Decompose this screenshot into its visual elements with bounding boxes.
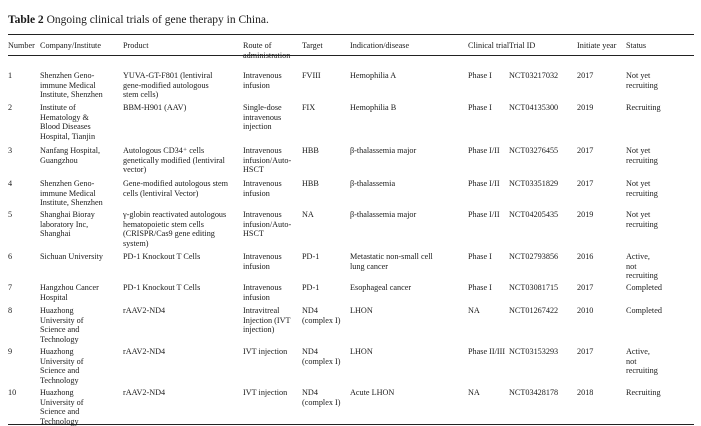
cell-target bbox=[302, 179, 319, 189]
cell-trial_id bbox=[509, 103, 558, 113]
cell-trial_id bbox=[509, 388, 558, 398]
cell-number bbox=[8, 146, 12, 156]
cell-route-line: infusion bbox=[243, 292, 270, 302]
cell-company-line: immune Medical bbox=[40, 188, 96, 198]
cell-year-line: 2010 bbox=[577, 306, 594, 315]
cell-company-line: laboratory Inc, bbox=[40, 219, 89, 229]
cell-product-line: rAAV2-ND4 bbox=[123, 388, 166, 397]
cell-indication bbox=[350, 71, 396, 81]
header-phase-line: Clinical trial bbox=[468, 41, 510, 50]
cell-product-line: genetically modified (lentiviral bbox=[123, 155, 225, 165]
cell-year bbox=[577, 146, 593, 156]
cell-product-line: (CRISPR/Cas9 gene editing bbox=[123, 229, 215, 239]
cell-target-line: PD-1 bbox=[302, 252, 320, 261]
cell-year bbox=[577, 103, 593, 113]
cell-phase-line: Phase I/II bbox=[468, 210, 500, 219]
cell-route bbox=[243, 71, 282, 90]
header-year bbox=[577, 41, 616, 51]
cell-company bbox=[40, 347, 83, 385]
cell-status-line: recruiting bbox=[626, 80, 658, 90]
cell-year bbox=[577, 306, 593, 316]
table-title: Ongoing clinical trials of gene therapy in China. bbox=[46, 14, 269, 26]
cell-target bbox=[302, 210, 314, 220]
cell-phase bbox=[468, 283, 492, 293]
cell-status-line: recruiting bbox=[626, 155, 658, 165]
header-product-line: Product bbox=[123, 41, 149, 50]
cell-number-line: 4 bbox=[8, 179, 13, 188]
cell-target bbox=[302, 283, 319, 293]
cell-product-line: gene-modified autologous bbox=[123, 80, 209, 90]
header-target-line: Target bbox=[302, 41, 323, 50]
cell-route-line: Intravenous bbox=[243, 146, 282, 155]
table-bottom-rule bbox=[8, 424, 694, 425]
cell-company-line: Guangzhou bbox=[40, 155, 78, 165]
cell-number-line: 1 bbox=[8, 71, 13, 80]
cell-year bbox=[577, 179, 593, 189]
header-number bbox=[8, 41, 35, 51]
cell-route-line: intravenous bbox=[243, 112, 282, 122]
table-header-rule bbox=[8, 55, 694, 56]
cell-route-line: Injection (IVT bbox=[243, 315, 291, 325]
cell-phase bbox=[468, 103, 492, 113]
cell-status-line: recruiting bbox=[626, 271, 658, 281]
cell-product bbox=[123, 71, 212, 100]
cell-route bbox=[243, 347, 287, 357]
cell-route bbox=[243, 388, 287, 398]
cell-number bbox=[8, 283, 12, 293]
cell-year-line: 2017 bbox=[577, 283, 594, 292]
cell-route bbox=[243, 283, 282, 302]
cell-year bbox=[577, 210, 593, 220]
cell-indication-line: Acute LHON bbox=[350, 388, 395, 397]
cell-target bbox=[302, 71, 321, 81]
header-trial_id bbox=[509, 41, 535, 51]
cell-route-line: injection) bbox=[243, 325, 275, 335]
cell-year-line: 2019 bbox=[577, 210, 594, 219]
cell-status-line: Not yet bbox=[626, 210, 651, 219]
cell-product-line: system) bbox=[123, 238, 149, 248]
cell-target-line: HBB bbox=[302, 146, 319, 155]
cell-company bbox=[40, 306, 83, 344]
cell-trial_id-line: NCT02793856 bbox=[509, 252, 559, 261]
cell-route-line: IVT injection bbox=[243, 347, 288, 356]
cell-phase-line: Phase I/II bbox=[468, 179, 500, 188]
cell-route-line: injection bbox=[243, 122, 272, 132]
cell-status-line: Recruiting bbox=[626, 388, 661, 397]
cell-number bbox=[8, 306, 12, 316]
cell-trial_id bbox=[509, 71, 558, 81]
cell-status bbox=[626, 179, 658, 198]
cell-product bbox=[123, 283, 200, 293]
cell-route-line: Intravenous bbox=[243, 210, 282, 219]
cell-number bbox=[8, 347, 12, 357]
cell-status bbox=[626, 283, 662, 293]
cell-trial_id bbox=[509, 252, 558, 262]
cell-status-line: recruiting bbox=[626, 188, 658, 198]
cell-company-line: Science and bbox=[40, 325, 80, 335]
cell-product-line: rAAV2-ND4 bbox=[123, 347, 166, 356]
cell-trial_id bbox=[509, 210, 558, 220]
cell-company-line: University of bbox=[40, 315, 84, 325]
cell-status-line: Active, bbox=[626, 347, 650, 356]
cell-target bbox=[302, 388, 340, 407]
cell-route bbox=[243, 306, 291, 335]
cell-year bbox=[577, 252, 593, 262]
cell-indication bbox=[350, 252, 433, 271]
cell-phase-line: Phase I bbox=[468, 103, 492, 112]
cell-year-line: 2017 bbox=[577, 179, 594, 188]
cell-company-line: Nanfang Hospital, bbox=[40, 146, 101, 155]
cell-year-line: 2018 bbox=[577, 388, 594, 397]
cell-company-line: University of bbox=[40, 356, 84, 366]
cell-company-line: Technology bbox=[40, 334, 79, 344]
cell-trial_id-line: NCT03217032 bbox=[509, 71, 559, 80]
cell-target-line: FIX bbox=[302, 103, 316, 112]
cell-company bbox=[40, 179, 103, 208]
cell-trial_id-line: NCT03428178 bbox=[509, 388, 559, 397]
cell-indication-line: Hemophilia A bbox=[350, 71, 397, 80]
cell-company-line: Blood Diseases bbox=[40, 122, 91, 132]
cell-year-line: 2017 bbox=[577, 71, 594, 80]
cell-company-line: Hospital, Tianjin bbox=[40, 131, 96, 141]
cell-company bbox=[40, 283, 99, 302]
cell-target-line: ND4 bbox=[302, 306, 318, 315]
cell-indication bbox=[350, 210, 416, 220]
cell-trial_id-line: NCT03276455 bbox=[509, 146, 559, 155]
cell-product-line: Autologous CD34⁺ cells bbox=[123, 146, 205, 155]
cell-route-line: infusion/Auto- bbox=[243, 155, 292, 165]
cell-product-line: stem cells) bbox=[123, 90, 159, 100]
header-year-line: Initiate year bbox=[577, 41, 617, 50]
cell-route bbox=[243, 210, 291, 239]
cell-company bbox=[40, 146, 100, 165]
cell-indication bbox=[350, 347, 373, 357]
cell-indication bbox=[350, 179, 395, 189]
cell-company-line: Huazhong bbox=[40, 306, 74, 315]
cell-number-line: 7 bbox=[8, 283, 13, 292]
cell-company-line: Huazhong bbox=[40, 347, 74, 356]
cell-year bbox=[577, 388, 593, 398]
cell-status-line: Not yet bbox=[626, 146, 651, 155]
cell-company bbox=[40, 388, 83, 426]
cell-phase bbox=[468, 146, 500, 156]
cell-trial_id-line: NCT03153293 bbox=[509, 347, 559, 356]
cell-product-line: BBM-H901 (AAV) bbox=[123, 103, 187, 112]
header-target bbox=[302, 41, 323, 51]
cell-company bbox=[40, 252, 103, 262]
cell-route-line: infusion bbox=[243, 80, 270, 90]
cell-product bbox=[123, 306, 165, 316]
cell-phase bbox=[468, 306, 480, 316]
header-product bbox=[123, 41, 148, 51]
cell-phase bbox=[468, 210, 500, 220]
cell-status-line: recruiting bbox=[626, 366, 658, 376]
header-phase bbox=[468, 41, 509, 51]
cell-product bbox=[123, 252, 200, 262]
cell-status-line: Not yet bbox=[626, 71, 651, 80]
cell-indication-line: β-thalassemia major bbox=[350, 210, 417, 219]
cell-company-line: University of bbox=[40, 397, 84, 407]
cell-status bbox=[626, 210, 658, 229]
cell-product-line: vector) bbox=[123, 165, 147, 175]
cell-status bbox=[626, 347, 658, 376]
table-top-rule bbox=[8, 34, 694, 35]
cell-target-line: (complex I) bbox=[302, 397, 341, 407]
header-route bbox=[243, 41, 290, 60]
cell-status-line: not bbox=[626, 356, 637, 366]
cell-indication-line: β-thalassemia bbox=[350, 179, 396, 188]
cell-year-line: 2017 bbox=[577, 146, 594, 155]
cell-product-line: γ-globin reactivated autologous bbox=[123, 210, 227, 219]
cell-phase bbox=[468, 252, 492, 262]
cell-year bbox=[577, 347, 593, 357]
cell-status-line: Completed bbox=[626, 306, 662, 315]
cell-route-line: Intravenous bbox=[243, 252, 282, 261]
cell-company-line: Hospital bbox=[40, 292, 68, 302]
cell-status bbox=[626, 103, 661, 113]
cell-number bbox=[8, 103, 12, 113]
cell-number-line: 8 bbox=[8, 306, 13, 315]
cell-phase-line: NA bbox=[468, 306, 480, 315]
cell-number-line: 3 bbox=[8, 146, 13, 155]
cell-target-line: FVIII bbox=[302, 71, 321, 80]
cell-company bbox=[40, 210, 95, 239]
cell-target-line: ND4 bbox=[302, 388, 318, 397]
cell-indication-line: β-thalassemia major bbox=[350, 146, 417, 155]
cell-route-line: IVT injection bbox=[243, 388, 288, 397]
cell-target bbox=[302, 252, 319, 262]
cell-status bbox=[626, 146, 658, 165]
header-trial_id-line: Trial ID bbox=[509, 41, 536, 50]
cell-route bbox=[243, 146, 291, 175]
cell-company-line: Technology bbox=[40, 416, 79, 426]
cell-company-line: Science and bbox=[40, 407, 80, 417]
cell-status bbox=[626, 388, 661, 398]
cell-status bbox=[626, 252, 658, 281]
cell-product-line: PD-1 Knockout T Cells bbox=[123, 252, 201, 261]
cell-company-line: Institute of bbox=[40, 103, 76, 112]
header-status-line: Status bbox=[626, 41, 647, 50]
cell-indication-line: LHON bbox=[350, 347, 373, 356]
cell-phase-line: Phase I bbox=[468, 283, 492, 292]
cell-number-line: 10 bbox=[8, 388, 17, 397]
cell-number bbox=[8, 179, 12, 189]
cell-number-line: 6 bbox=[8, 252, 13, 261]
cell-product bbox=[123, 347, 165, 357]
cell-route-line: infusion bbox=[243, 261, 270, 271]
cell-product bbox=[123, 210, 226, 248]
cell-number-line: 5 bbox=[8, 210, 13, 219]
cell-phase-line: NA bbox=[468, 388, 480, 397]
cell-trial_id-line: NCT01267422 bbox=[509, 306, 559, 315]
cell-trial_id bbox=[509, 179, 558, 189]
cell-status-line: recruiting bbox=[626, 219, 658, 229]
cell-company-line: Hematology & bbox=[40, 112, 89, 122]
cell-route-line: HSCT bbox=[243, 229, 264, 239]
cell-target-line: PD-1 bbox=[302, 283, 320, 292]
cell-route bbox=[243, 179, 282, 198]
cell-route-line: infusion/Auto- bbox=[243, 219, 292, 229]
cell-target-line: (complex I) bbox=[302, 315, 341, 325]
cell-product-line: hematopoietic stem cells bbox=[123, 219, 204, 229]
cell-target bbox=[302, 146, 319, 156]
header-indication bbox=[350, 41, 409, 51]
cell-indication-line: Hemophilia B bbox=[350, 103, 397, 112]
cell-status-line: Not yet bbox=[626, 179, 651, 188]
cell-phase bbox=[468, 347, 505, 357]
cell-indication-line: lung cancer bbox=[350, 261, 388, 271]
cell-company bbox=[40, 71, 103, 100]
header-status bbox=[626, 41, 646, 51]
cell-route-line: Intravenous bbox=[243, 71, 282, 80]
cell-trial_id bbox=[509, 283, 558, 293]
cell-number-line: 9 bbox=[8, 347, 13, 356]
header-company-line: Company/Institute bbox=[40, 41, 101, 50]
cell-company-line: Hangzhou Cancer bbox=[40, 283, 99, 292]
table-caption bbox=[8, 14, 269, 26]
cell-route-line: Intravitreal bbox=[243, 306, 280, 315]
cell-product bbox=[123, 103, 186, 113]
cell-indication bbox=[350, 146, 416, 156]
header-indication-line: Indication/disease bbox=[350, 41, 410, 50]
cell-status-line: Active, bbox=[626, 252, 650, 261]
cell-company-line: Huazhong bbox=[40, 388, 74, 397]
cell-phase-line: Phase I bbox=[468, 252, 492, 261]
cell-status bbox=[626, 306, 662, 316]
cell-target-line: (complex I) bbox=[302, 356, 341, 366]
header-route-line: Route of bbox=[243, 41, 272, 50]
cell-indication-line: LHON bbox=[350, 306, 373, 315]
cell-target bbox=[302, 306, 340, 325]
cell-route-line: Intravenous bbox=[243, 283, 282, 292]
cell-number bbox=[8, 252, 12, 262]
cell-target bbox=[302, 103, 315, 113]
cell-trial_id bbox=[509, 146, 558, 156]
cell-number-line: 2 bbox=[8, 103, 13, 112]
cell-product-line: Gene-modified autologous stem bbox=[123, 179, 229, 188]
cell-year bbox=[577, 283, 593, 293]
cell-indication bbox=[350, 103, 396, 113]
cell-trial_id bbox=[509, 347, 558, 357]
cell-year-line: 2017 bbox=[577, 347, 594, 356]
cell-product-line: rAAV2-ND4 bbox=[123, 306, 166, 315]
header-company bbox=[40, 41, 101, 51]
cell-target bbox=[302, 347, 340, 366]
cell-year-line: 2016 bbox=[577, 252, 594, 261]
cell-product bbox=[123, 146, 225, 175]
cell-trial_id bbox=[509, 306, 558, 316]
cell-phase-line: Phase II/III bbox=[468, 347, 506, 356]
cell-trial_id-line: NCT04205435 bbox=[509, 210, 559, 219]
cell-product-line: cells (lentiviral Vector) bbox=[123, 188, 199, 198]
cell-phase-line: Phase I/II bbox=[468, 146, 500, 155]
cell-company-line: Shanghai Bioray bbox=[40, 210, 95, 219]
cell-number bbox=[8, 210, 12, 220]
cell-status bbox=[626, 71, 658, 90]
cell-company-line: Technology bbox=[40, 375, 79, 385]
cell-indication-line: Esophageal cancer bbox=[350, 283, 412, 292]
cell-company bbox=[40, 103, 95, 141]
cell-status-line: not bbox=[626, 261, 637, 271]
cell-route-line: Single-dose bbox=[243, 103, 282, 112]
cell-indication bbox=[350, 283, 411, 293]
cell-phase bbox=[468, 71, 492, 81]
cell-route-line: infusion bbox=[243, 188, 270, 198]
cell-target-line: NA bbox=[302, 210, 314, 219]
cell-year-line: 2019 bbox=[577, 103, 594, 112]
cell-phase-line: Phase I bbox=[468, 71, 492, 80]
cell-company-line: Institute, Shenzhen bbox=[40, 198, 103, 208]
cell-trial_id-line: NCT03081715 bbox=[509, 283, 559, 292]
cell-company-line: Institute, Shenzhen bbox=[40, 90, 103, 100]
cell-phase bbox=[468, 179, 500, 189]
cell-route bbox=[243, 103, 282, 132]
cell-company-line: Science and bbox=[40, 366, 80, 376]
cell-phase bbox=[468, 388, 480, 398]
cell-year bbox=[577, 71, 593, 81]
cell-number bbox=[8, 388, 16, 398]
cell-product-line: YUVA-GT-F801 (lentiviral bbox=[123, 71, 213, 80]
cell-status-line: Completed bbox=[626, 283, 662, 292]
cell-route bbox=[243, 252, 282, 271]
header-route-line: administration bbox=[243, 50, 291, 60]
cell-target-line: HBB bbox=[302, 179, 319, 188]
cell-company-line: Shenzhen Geno- bbox=[40, 71, 95, 80]
cell-product bbox=[123, 388, 165, 398]
cell-status-line: Recruiting bbox=[626, 103, 661, 112]
cell-route-line: Intravenous bbox=[243, 179, 282, 188]
cell-indication bbox=[350, 306, 373, 316]
cell-number bbox=[8, 71, 12, 81]
cell-company-line: Sichuan University bbox=[40, 252, 103, 261]
header-number-line: Number bbox=[8, 41, 35, 50]
cell-trial_id-line: NCT04135300 bbox=[509, 103, 559, 112]
cell-company-line: immune Medical bbox=[40, 80, 96, 90]
cell-company-line: Shanghai bbox=[40, 229, 71, 239]
cell-product-line: PD-1 Knockout T Cells bbox=[123, 283, 201, 292]
cell-trial_id-line: NCT03351829 bbox=[509, 179, 559, 188]
cell-indication bbox=[350, 388, 394, 398]
cell-company-line: Shenzhen Geno- bbox=[40, 179, 95, 188]
cell-product bbox=[123, 179, 228, 198]
cell-route-line: HSCT bbox=[243, 165, 264, 175]
cell-indication-line: Metastatic non-small cell bbox=[350, 252, 433, 261]
cell-target-line: ND4 bbox=[302, 347, 318, 356]
table-label: Table 2 bbox=[8, 14, 44, 26]
